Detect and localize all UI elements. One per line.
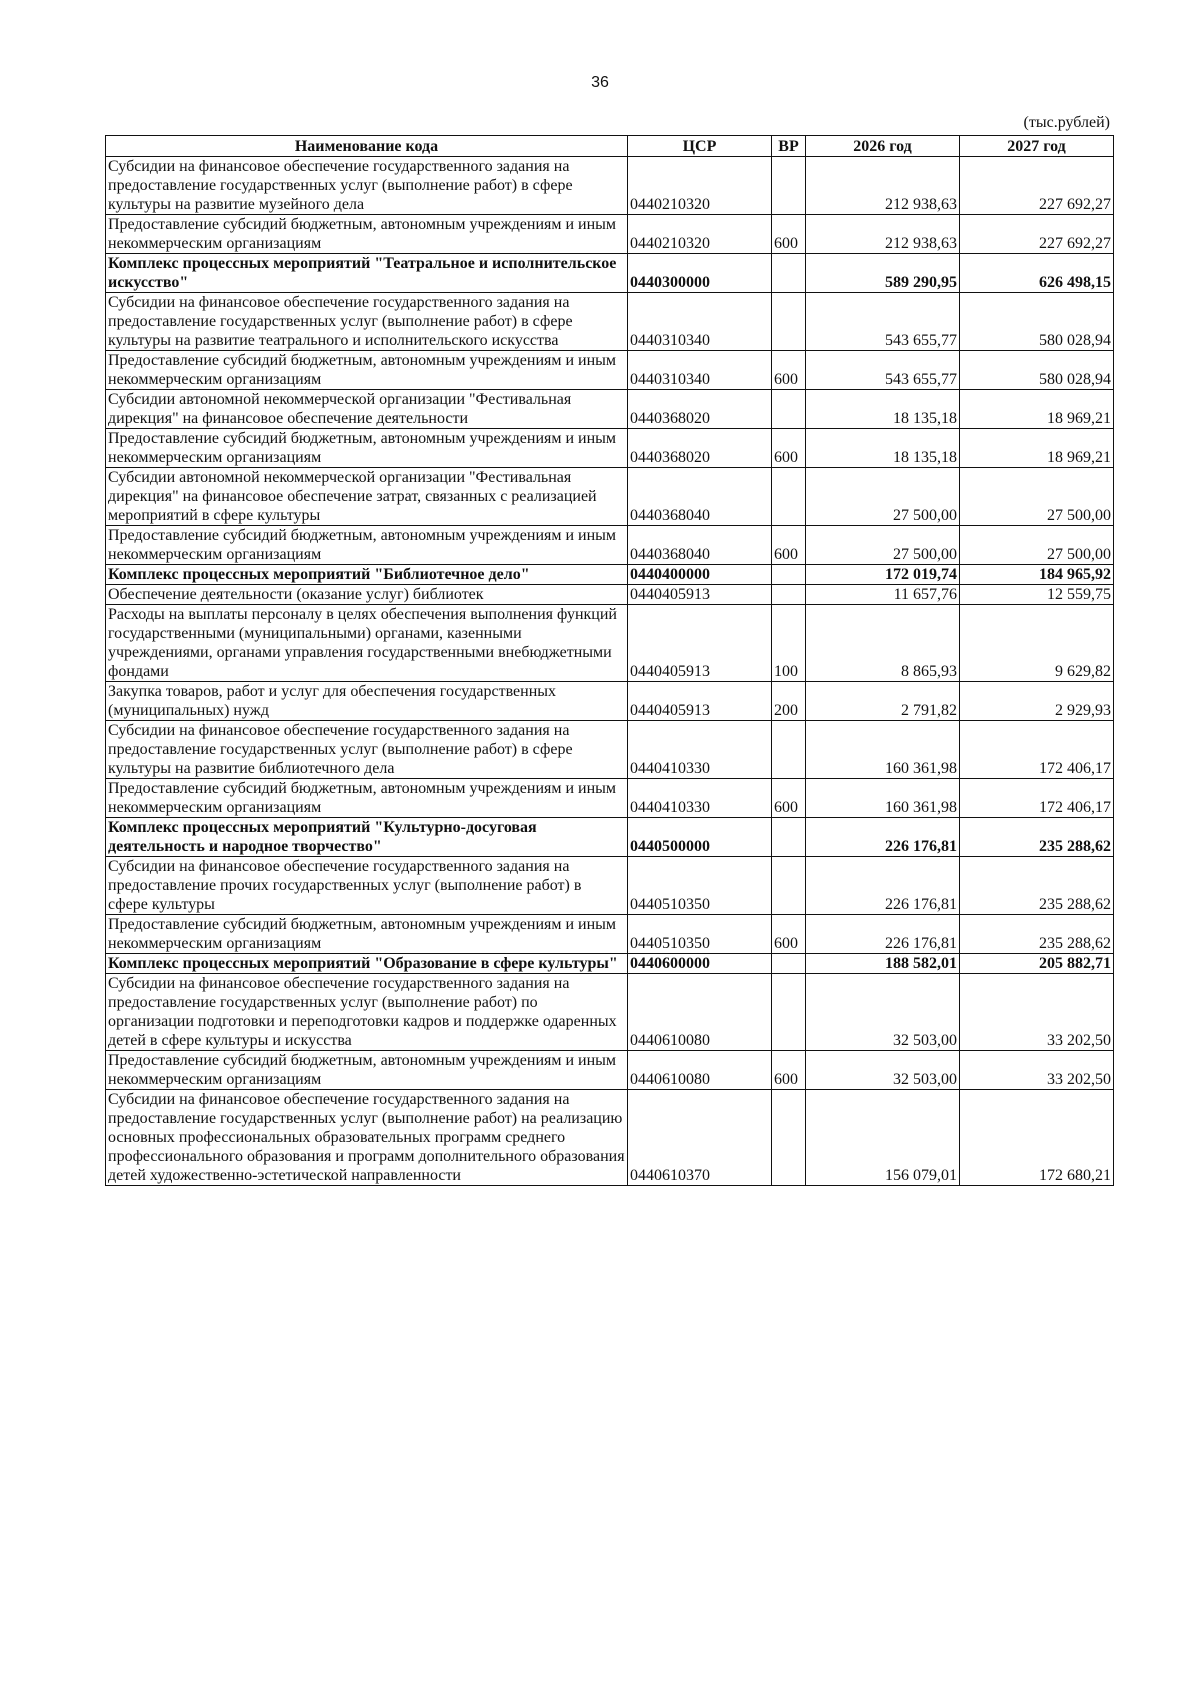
- cell-2026: 226 176,81: [806, 857, 960, 915]
- table-row: [106, 526, 1114, 565]
- cell-2027: 580 028,94: [960, 293, 1114, 351]
- cell-vr: [772, 390, 806, 429]
- cell-csr: 0440405913: [628, 585, 772, 605]
- cell-2026: 212 938,63: [806, 157, 960, 215]
- cell-2026: 32 503,00: [806, 1051, 960, 1090]
- table-row: [106, 293, 1114, 351]
- table-header-row: [106, 136, 1114, 157]
- cell-vr: [772, 818, 806, 857]
- cell-vr: 600: [772, 1051, 806, 1090]
- cell-2026: 226 176,81: [806, 818, 960, 857]
- cell-2026: 2 791,82: [806, 682, 960, 721]
- table-row: [106, 915, 1114, 954]
- cell-2027: 2 929,93: [960, 682, 1114, 721]
- cell-name: Предоставление субсидий бюджетным, автономным учреждениям и иным некоммерческим организациям: [106, 215, 628, 254]
- cell-csr: 0440368040: [628, 526, 772, 565]
- cell-vr: [772, 293, 806, 351]
- cell-2027: 172 406,17: [960, 779, 1114, 818]
- cell-csr: 0440610080: [628, 974, 772, 1051]
- cell-vr: [772, 468, 806, 526]
- cell-name: Предоставление субсидий бюджетным, автономным учреждениям и иным некоммерческим организациям: [106, 429, 628, 468]
- cell-2027: 227 692,27: [960, 215, 1114, 254]
- cell-csr: 0440610080: [628, 1051, 772, 1090]
- cell-name: Обеспечение деятельности (оказание услуг) библиотек: [106, 585, 628, 605]
- cell-name: Комплекс процессных мероприятий "Культурно-досуговая деятельность и народное творчество": [106, 818, 628, 857]
- cell-2027: 205 882,71: [960, 954, 1114, 974]
- cell-csr: 0440405913: [628, 605, 772, 682]
- budget-table: [105, 135, 1114, 1186]
- cell-name: Субсидии на финансовое обеспечение государственного задания на предоставление государственных услуг (выполнение работ) в сфере культуры на развитие библиотечного дела: [106, 721, 628, 779]
- cell-vr: [772, 157, 806, 215]
- cell-2026: 18 135,18: [806, 390, 960, 429]
- cell-csr: 0440600000: [628, 954, 772, 974]
- cell-name: Предоставление субсидий бюджетным, автономным учреждениям и иным некоммерческим организациям: [106, 779, 628, 818]
- cell-vr: [772, 857, 806, 915]
- cell-2026: 156 079,01: [806, 1090, 960, 1186]
- cell-2027: 626 498,15: [960, 254, 1114, 293]
- table-row-subtotal: [106, 254, 1114, 293]
- cell-csr: 0440300000: [628, 254, 772, 293]
- cell-2026: 172 019,74: [806, 565, 960, 585]
- cell-vr: [772, 254, 806, 293]
- table-row: [106, 468, 1114, 526]
- cell-vr: 600: [772, 779, 806, 818]
- table-row: [106, 215, 1114, 254]
- cell-vr: [772, 974, 806, 1051]
- cell-2027: 27 500,00: [960, 468, 1114, 526]
- cell-csr: 0440410330: [628, 779, 772, 818]
- cell-vr: [772, 1090, 806, 1186]
- cell-vr: 600: [772, 915, 806, 954]
- cell-vr: 600: [772, 429, 806, 468]
- cell-2026: 18 135,18: [806, 429, 960, 468]
- header-name: Наименование кода: [106, 136, 628, 157]
- table-row: [106, 721, 1114, 779]
- cell-vr: 100: [772, 605, 806, 682]
- cell-csr: 0440400000: [628, 565, 772, 585]
- table-row: [106, 429, 1114, 468]
- cell-2027: 12 559,75: [960, 585, 1114, 605]
- cell-2027: 235 288,62: [960, 915, 1114, 954]
- page-number: 36: [591, 74, 609, 91]
- cell-vr: 200: [772, 682, 806, 721]
- cell-vr: 600: [772, 351, 806, 390]
- cell-2026: 11 657,76: [806, 585, 960, 605]
- cell-name: Субсидии автономной некоммерческой организации "Фестивальная дирекция" на финансовое обеспечение деятельности: [106, 390, 628, 429]
- cell-2026: 543 655,77: [806, 351, 960, 390]
- cell-name: Субсидии автономной некоммерческой организации "Фестивальная дирекция" на финансовое обеспечение затрат, связанных с реализацией мероприятий в сфере культуры: [106, 468, 628, 526]
- cell-name: Субсидии на финансовое обеспечение государственного задания на предоставление государственных услуг (выполнение работ) по организации подготовки и переподготовки кадров и поддержке одаренных детей в сфере культуры и искусства: [106, 974, 628, 1051]
- cell-name: Предоставление субсидий бюджетным, автономным учреждениям и иным некоммерческим организациям: [106, 351, 628, 390]
- header-csr: ЦСР: [628, 136, 772, 157]
- cell-csr: 0440210320: [628, 157, 772, 215]
- cell-2026: 589 290,95: [806, 254, 960, 293]
- cell-csr: 0440368040: [628, 468, 772, 526]
- cell-name: Субсидии на финансовое обеспечение государственного задания на предоставление прочих государственных услуг (выполнение работ) в сфере культуры: [106, 857, 628, 915]
- cell-csr: 0440500000: [628, 818, 772, 857]
- cell-vr: [772, 565, 806, 585]
- cell-csr: 0440610370: [628, 1090, 772, 1186]
- cell-2027: 27 500,00: [960, 526, 1114, 565]
- cell-name: Субсидии на финансовое обеспечение государственного задания на предоставление государственных услуг (выполнение работ) на реализацию основных профессиональных образовательных программ среднего профессионального образования и программ дополнительного образования детей художественно-эстетической направленности: [106, 1090, 628, 1186]
- cell-csr: 0440210320: [628, 215, 772, 254]
- cell-2026: 160 361,98: [806, 721, 960, 779]
- table-body: [106, 157, 1114, 1186]
- table-row: [106, 974, 1114, 1051]
- cell-2027: 235 288,62: [960, 818, 1114, 857]
- cell-name: Субсидии на финансовое обеспечение государственного задания на предоставление государственных услуг (выполнение работ) в сфере культуры на развитие театрального и исполнительского искусства: [106, 293, 628, 351]
- cell-vr: [772, 585, 806, 605]
- table-row: [106, 1090, 1114, 1186]
- cell-csr: 0440410330: [628, 721, 772, 779]
- cell-vr: [772, 954, 806, 974]
- cell-2027: 580 028,94: [960, 351, 1114, 390]
- cell-csr: 0440310340: [628, 351, 772, 390]
- cell-csr: 0440368020: [628, 390, 772, 429]
- cell-2027: 33 202,50: [960, 1051, 1114, 1090]
- cell-vr: 600: [772, 526, 806, 565]
- cell-name: Субсидии на финансовое обеспечение государственного задания на предоставление государственных услуг (выполнение работ) в сфере культуры на развитие музейного дела: [106, 157, 628, 215]
- table-row-subtotal: [106, 565, 1114, 585]
- table-row: [106, 351, 1114, 390]
- cell-name: Расходы на выплаты персоналу в целях обеспечения выполнения функций государственными (муниципальными) органами, казенными учреждениями, органами управления государственными внебюджетными фондами: [106, 605, 628, 682]
- table-row: [106, 682, 1114, 721]
- table-row: [106, 390, 1114, 429]
- cell-2026: 27 500,00: [806, 468, 960, 526]
- cell-2026: 8 865,93: [806, 605, 960, 682]
- cell-2027: 18 969,21: [960, 390, 1114, 429]
- cell-2026: 226 176,81: [806, 915, 960, 954]
- cell-name: Комплекс процессных мероприятий "Образование в сфере культуры": [106, 954, 628, 974]
- cell-2026: 27 500,00: [806, 526, 960, 565]
- table-row: [106, 157, 1114, 215]
- cell-csr: 0440368020: [628, 429, 772, 468]
- table-row: [106, 605, 1114, 682]
- cell-name: Предоставление субсидий бюджетным, автономным учреждениям и иным некоммерческим организациям: [106, 526, 628, 565]
- cell-name: Комплекс процессных мероприятий "Библиотечное дело": [106, 565, 628, 585]
- table-row-subtotal: [106, 954, 1114, 974]
- cell-csr: 0440510350: [628, 915, 772, 954]
- cell-name: Комплекс процессных мероприятий "Театральное и исполнительское искусство": [106, 254, 628, 293]
- cell-2026: 212 938,63: [806, 215, 960, 254]
- cell-name: Предоставление субсидий бюджетным, автономным учреждениям и иным некоммерческим организациям: [106, 915, 628, 954]
- header-2026: 2026 год: [806, 136, 960, 157]
- cell-2027: 172 680,21: [960, 1090, 1114, 1186]
- cell-csr: 0440510350: [628, 857, 772, 915]
- table-row: [106, 857, 1114, 915]
- cell-2026: 32 503,00: [806, 974, 960, 1051]
- cell-2027: 33 202,50: [960, 974, 1114, 1051]
- cell-name: Закупка товаров, работ и услуг для обеспечения государственных (муниципальных) нужд: [106, 682, 628, 721]
- header-vr: ВР: [772, 136, 806, 157]
- table-row: [106, 1051, 1114, 1090]
- cell-2026: 188 582,01: [806, 954, 960, 974]
- cell-2027: 184 965,92: [960, 565, 1114, 585]
- cell-2027: 9 629,82: [960, 605, 1114, 682]
- table-row-subtotal: [106, 818, 1114, 857]
- units-caption: (тыс.рублей): [1023, 114, 1110, 131]
- cell-2027: 227 692,27: [960, 157, 1114, 215]
- cell-csr: 0440405913: [628, 682, 772, 721]
- cell-2026: 543 655,77: [806, 293, 960, 351]
- table-row: [106, 779, 1114, 818]
- header-2027: 2027 год: [960, 136, 1114, 157]
- cell-2027: 235 288,62: [960, 857, 1114, 915]
- cell-name: Предоставление субсидий бюджетным, автономным учреждениям и иным некоммерческим организациям: [106, 1051, 628, 1090]
- cell-2027: 172 406,17: [960, 721, 1114, 779]
- cell-vr: 600: [772, 215, 806, 254]
- cell-2027: 18 969,21: [960, 429, 1114, 468]
- cell-2026: 160 361,98: [806, 779, 960, 818]
- cell-vr: [772, 721, 806, 779]
- cell-csr: 0440310340: [628, 293, 772, 351]
- table-row: [106, 585, 1114, 605]
